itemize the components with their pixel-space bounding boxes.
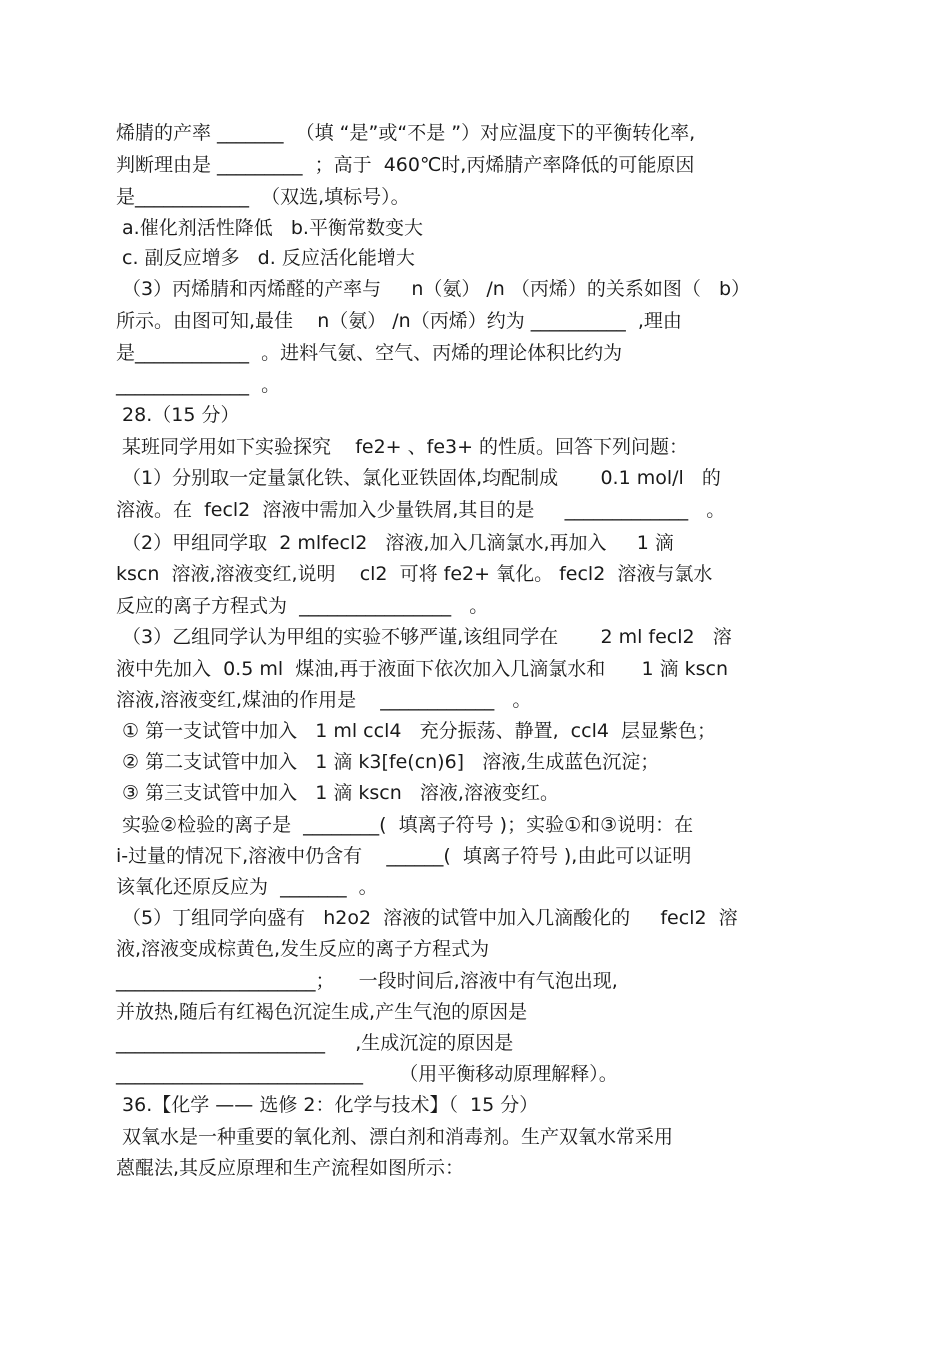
text-line: ③ 第三支试管中加入 1 滴 kscn 溶液,溶液变红。 (116, 782, 559, 804)
text-line: ______________________ ,生成沉淀的原因是 (116, 1032, 514, 1054)
text-line: c. 副反应增多 d. 反应活化能增大 (116, 247, 415, 269)
text-line: __________________________ （用平衡移动原理解释）。 (116, 1063, 618, 1085)
section-heading: 28.（15 分） (116, 404, 240, 426)
text-line: i-过量的情况下,溶液中仍含有 ______( 填离子符号 ),由此可以证明 (116, 845, 692, 867)
text-line: 并放热,随后有红褐色沉淀生成,产生气泡的原因是 (116, 1001, 528, 1023)
text-line: 判断理由是 _________ ；高于 460℃时,丙烯腈产率降低的可能原因 (116, 154, 695, 176)
text-line: ② 第二支试管中加入 1 滴 k3[fe(cn)6] 溶液,生成蓝色沉淀； (116, 751, 660, 773)
text-line: a.催化剂活性降低 b.平衡常数变大 (116, 217, 423, 239)
text-line: 烯腈的产率 _______ （填 “是”或“不是 ”）对应温度下的平衡转化率, (116, 122, 696, 144)
text-line: 是____________ 。进料气氨、空气、丙烯的理论体积比约为 (116, 342, 623, 364)
text-line: kscn 溶液,溶液变红,说明 cl2 可将 fe2+ 氧化。 fecl2 溶液与氯水 (116, 563, 713, 585)
text-line: 反应的离子方程式为 ________________ 。 (116, 595, 489, 617)
text-line: _____________________； 一段时间后,溶液中有气泡出现, (116, 970, 618, 992)
text-line: 溶液,溶液变红,煤油的作用是 ____________ 。 (116, 689, 532, 711)
text-line: （1）分别取一定量氯化铁、氯化亚铁固体,均配制成 0.1 mol/l 的 (116, 467, 721, 489)
text-line: （3）乙组同学认为甲组的实验不够严谨,该组同学在 2 ml fecl2 溶 (116, 626, 732, 648)
text-line: 是____________ （双选,填标号）。 (116, 186, 410, 208)
text-line: ______________ 。 (116, 374, 281, 396)
text-line: 溶液。在 fecl2 溶液中需加入少量铁屑,其目的是 _____________ 。 (116, 499, 726, 521)
text-line: 双氧水是一种重要的氧化剂、漂白剂和消毒剂。生产双氧水常采用 (116, 1126, 674, 1148)
text-line: ① 第一支试管中加入 1 ml ccl4 充分振荡、静置, ccl4 层显紫色； (116, 720, 717, 742)
text-line: 所示。由图可知,最佳 n（氨） /n（丙烯）约为 __________ ,理由 (116, 310, 682, 332)
text-line: 液,溶液变成棕黄色,发生反应的离子方程式为 (116, 938, 490, 960)
text-line: 该氧化还原反应为 _______ 。 (116, 876, 378, 898)
text-line: 实验②检验的离子是 ________( 填离子符号 )；实验①和③说明：在 (116, 814, 694, 836)
text-line: 液中先加入 0.5 ml 煤油,再于液面下依次加入几滴氯水和 1 滴 kscn (116, 658, 729, 680)
text-line: 某班同学用如下实验探究 fe2+ 、fe3+ 的性质。回答下列问题： (116, 436, 689, 458)
text-line: （2）甲组同学取 2 mlfecl2 溶液,加入几滴氯水,再加入 1 滴 (116, 532, 674, 554)
text-line: （3）丙烯腈和丙烯醛的产率与 n（氨） /n （丙烯）的关系如图（ b） (116, 278, 751, 300)
text-line: 蒽醌法,其反应原理和生产流程如图所示： (116, 1157, 465, 1179)
text-line: （5）丁组同学向盛有 h2o2 溶液的试管中加入几滴酸化的 fecl2 溶 (116, 907, 738, 929)
section-heading: 36.【化学 —— 选修 2：化学与技术】（ 15 分） (116, 1094, 539, 1116)
